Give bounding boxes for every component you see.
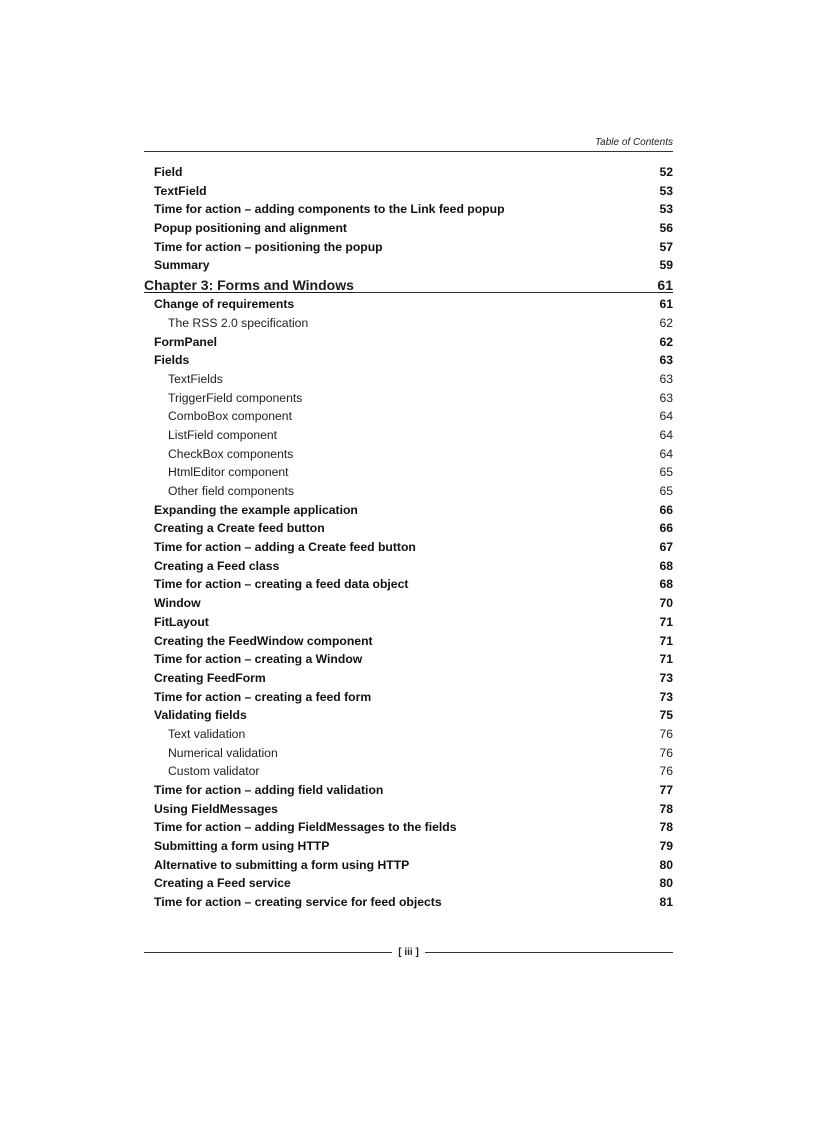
toc-entry-page: 78 [659,820,673,835]
toc-chapter-heading[interactable] [144,276,673,293]
toc-entry[interactable] [144,837,673,856]
toc-entry[interactable] [144,333,673,352]
toc-entry-page: 65 [659,465,673,480]
header-rule [144,151,673,152]
toc-entry-page: 81 [659,895,673,910]
toc-entry-title: Chapter 3: Forms and Windows [144,277,354,294]
toc-entry[interactable] [144,725,673,744]
toc-entry-page: 53 [659,202,673,217]
toc-entry[interactable] [144,219,673,238]
toc-entry-title: Expanding the example application [154,502,358,517]
toc-entry-title: Time for action – creating a feed form [154,689,372,704]
toc-entry-title: Creating a Feed class [154,558,280,573]
toc-entry-title: Fields [154,353,190,368]
toc-entry-page: 76 [659,745,673,760]
toc-entry[interactable] [144,669,673,688]
toc-entry-page: 68 [659,577,673,592]
toc-entry[interactable] [144,744,673,763]
toc-entry[interactable] [144,856,673,875]
running-header: Table of Contents [594,137,673,148]
toc-entry-page: 63 [659,371,673,386]
toc-entry-title: HtmlEditor component [168,465,289,480]
toc-entry-title: ListField component [168,427,278,442]
toc-entry-title: Time for action – creating service for feed objects [154,895,442,910]
toc-entry[interactable] [144,426,673,445]
toc-entry-title: Change of requirements [154,297,295,312]
toc-entry-title: Time for action – adding components to the Link feed popup [154,202,505,217]
toc-entry[interactable] [144,256,673,275]
toc-entry-title: TextField [154,183,207,198]
toc-entry[interactable] [144,762,673,781]
toc-entry[interactable] [144,370,673,389]
toc-entry-title: Time for action – positioning the popup [154,239,383,254]
toc-entry-title: Time for action – creating a feed data object [154,577,409,592]
footer-rule-left [144,952,392,953]
toc-entry-page: 66 [659,521,673,536]
toc-entry[interactable] [144,407,673,426]
toc-entry-page: 71 [659,633,673,648]
toc-entry-page: 79 [659,839,673,854]
toc-entry-title: Popup positioning and alignment [154,221,347,236]
toc-entry[interactable] [144,893,673,912]
toc-entry-title: Alternative to submitting a form using HTTP [154,857,410,872]
toc-entry-title: Other field components [168,484,295,498]
toc-entry-title: CheckBox components [168,446,294,461]
toc-entry-title: Summary [154,258,210,273]
toc-entry-page: 76 [659,726,673,741]
toc-entry-page: 71 [659,652,673,667]
toc-entry-page: 65 [659,484,673,498]
toc-entry-title: The RSS 2.0 specification [168,315,309,330]
toc-entry[interactable] [144,200,673,219]
toc-entry-title: Using FieldMessages [154,801,278,816]
toc-entry-page: 59 [659,258,673,273]
toc-entry-page: 73 [659,670,673,685]
toc-entry-page: 61 [657,277,673,294]
toc-entry-page: 66 [659,502,673,517]
toc-entry[interactable] [144,182,673,201]
toc-entry[interactable] [144,613,673,632]
toc-entry-title: Creating FeedForm [154,670,266,685]
toc-entry[interactable] [144,445,673,464]
toc-entry-page: 63 [659,353,673,368]
toc-entry-page: 64 [659,446,673,461]
toc-entry[interactable] [144,538,673,557]
toc-entry-page: 64 [659,427,673,442]
toc-entry[interactable] [144,632,673,651]
toc-entry[interactable] [144,351,673,370]
toc-entry-page: 67 [659,540,673,555]
toc-entry-page: 80 [659,857,673,872]
toc-entry[interactable] [144,519,673,538]
toc-entry[interactable] [144,501,673,520]
toc-entry-title: ComboBox component [168,409,292,424]
toc-entry-page: 70 [659,596,673,611]
toc-entry[interactable] [144,238,673,257]
toc-entry-page: 52 [659,165,673,179]
toc-entry-page: 71 [659,614,673,629]
toc-entry-title: TriggerField components [168,390,303,405]
toc-entry-title: Field [154,165,183,179]
toc-entry-page: 57 [659,239,673,254]
toc-entry-title: Time for action – adding field validation [154,783,384,797]
toc-entry-page: 64 [659,409,673,424]
toc-entry[interactable] [144,557,673,576]
toc-entry-page: 61 [659,297,673,312]
toc-entry[interactable] [144,688,673,707]
toc-entry-title: Creating a Feed service [154,876,291,891]
toc-entry-page: 53 [659,183,673,198]
toc-entry-title: Numerical validation [168,745,278,760]
toc-entry[interactable] [144,781,673,800]
toc-entry[interactable] [144,818,673,837]
toc-entry[interactable] [144,575,673,594]
toc-entry-page: 78 [659,801,673,816]
toc-entry-title: Submitting a form using HTTP [154,839,330,854]
toc-entry[interactable] [144,163,673,182]
toc-entry-page: 75 [659,708,673,723]
footer-rule-right [425,952,673,953]
toc-entry-title: Window [154,596,201,611]
toc-entry-page: 73 [659,689,673,704]
toc-page [144,0,673,1123]
toc-entry-title: Creating a Create feed button [154,521,325,536]
toc-entry[interactable] [144,389,673,408]
toc-entry-title: Text validation [168,726,246,741]
toc-entry[interactable] [144,874,673,893]
toc-entry[interactable] [144,295,673,314]
toc-entry[interactable] [144,482,673,501]
page-footer [144,944,673,960]
toc-entry[interactable] [144,594,673,613]
toc-entry-page: 62 [659,334,673,349]
toc-entry-page: 68 [659,558,673,573]
toc-entry-title: Time for action – adding FieldMessages to the fields [154,820,457,835]
page-number: [ iii ] [398,946,419,958]
toc-entry[interactable] [144,650,673,669]
toc-entry-title: FitLayout [154,614,209,629]
toc-entry-page: 63 [659,390,673,405]
toc-entry-page: 76 [659,764,673,779]
toc-entry[interactable] [144,314,673,333]
toc-entry-page: 62 [659,315,673,330]
toc-entry-page: 80 [659,876,673,891]
toc-entry[interactable] [144,463,673,482]
toc-entry-title: Time for action – adding a Create feed button [154,540,416,555]
toc-entry-title: Time for action – creating a Window [154,652,363,667]
toc-list [144,163,673,912]
toc-entry[interactable] [144,800,673,819]
toc-entry-title: Creating the FeedWindow component [154,633,373,648]
toc-entry-title: TextFields [168,371,223,386]
toc-entry-title: Custom validator [168,764,260,779]
toc-entry-page: 77 [659,783,673,797]
toc-entry[interactable] [144,706,673,725]
toc-entry-page: 56 [659,221,673,236]
toc-entry-title: FormPanel [154,334,217,349]
toc-entry-title: Validating fields [154,708,247,723]
